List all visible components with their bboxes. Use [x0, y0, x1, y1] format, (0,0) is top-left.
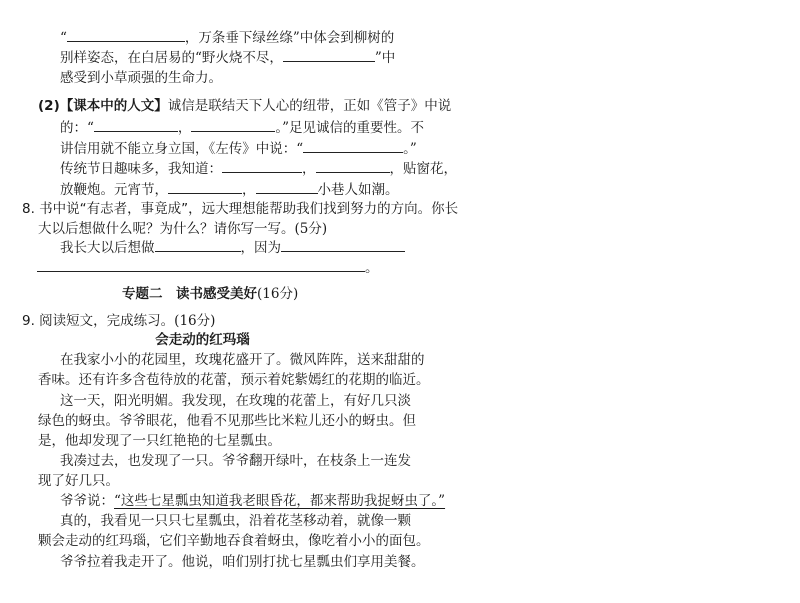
q7-line-1 [60, 28, 394, 47]
q7-line-2-text: 别样姿态，在白居易的“野火烧不尽， [60, 50, 283, 66]
blank-6[interactable] [222, 159, 302, 173]
blank-2[interactable] [283, 48, 375, 62]
answer-blank-job[interactable] [155, 238, 241, 252]
blank-8[interactable] [168, 180, 242, 194]
question-8-text: 8. 书中说“有志者，事竟成”，远大理想能帮助我们找到努力的方向。你长 [22, 201, 459, 217]
q9-score: (16分) [174, 313, 216, 329]
q8-answer-line-2: 。 [37, 258, 379, 277]
blank-3[interactable] [94, 118, 178, 132]
article-title: 会走动的红玛瑙 [155, 332, 250, 348]
q7-part-2-line-3: 讲信用就不能立身立国，《左传》中说：“ 。” [60, 141, 417, 157]
q9-heading [22, 312, 215, 330]
article-line-8: 爷爷说：“这些七星瓢虫知道我老眼昏花，都来帮助我捉蚜虫了。” [60, 493, 446, 509]
q7-part-2-line-5: 放鞭炮。元宵节， ， 小巷人如潮。 [60, 182, 399, 198]
q8-answer-line: 我长大以后想做 ，因为 [60, 238, 405, 257]
topic-2-header [122, 285, 298, 303]
q8-line-1 [22, 200, 458, 218]
article-line-6: 我凑过去，也发现了一只。爷爷翻开绿叶，在枝条上一连发 [60, 453, 411, 469]
q7-line-2 [60, 48, 395, 67]
q7-line-1-text: ，万条垂下绿丝绦”中体会到柳树的 [184, 30, 395, 46]
blank-1[interactable] [67, 28, 185, 42]
question-9-text: 9. 阅读短文，完成练习。 [22, 313, 175, 329]
underlined-quote: “这些七星瓢虫知道我老眼昏花，都来帮助我捉蚜虫了。” [114, 493, 446, 509]
article-line-11: 爷爷拉着我走开了。他说，咱们别打扰七星瓢虫们享用美餐。 [60, 554, 425, 570]
q7-line-2-tail: ”中 [374, 50, 396, 66]
q7-part-2-line-2: 的：“ ， 。”足见诚信的重要性。不 [60, 120, 425, 136]
topic-2-score: (16分) [257, 286, 299, 302]
article-line-7: 现了好几只。 [38, 473, 119, 489]
quote-open: “ [60, 30, 67, 46]
part-2-tag: (2)【课本中的人文】 [38, 98, 168, 114]
q7-part-2-line-1: (2)【课本中的人文】诚信是联结天下人心的纽带，正如《管子》中说 [38, 98, 452, 114]
article-line-9: 真的，我看见一只只七星瓢虫，沿着花茎移动着，就像一颗 [60, 513, 411, 529]
article-line-2: 香味。还有许多含苞待放的花蕾，预示着姹紫嫣红的花期的临近。 [38, 372, 430, 388]
article-line-1: 在我家小小的花园里，玫瑰花盛开了。微风阵阵，送来甜甜的 [60, 352, 425, 368]
blank-4[interactable] [191, 118, 275, 132]
blank-9[interactable] [256, 180, 318, 194]
q8-score: (5分) [294, 221, 328, 237]
blank-5[interactable] [303, 139, 403, 153]
article-line-10: 颗会走动的红玛瑙，它们辛勤地吞食着蚜虫，像吃着小小的面包。 [38, 533, 430, 549]
answer-blank-reason[interactable] [281, 238, 405, 252]
article-line-5: 是，他却发现了一只红艳艳的七星瓢虫。 [38, 433, 281, 449]
answer-blank-continued[interactable] [37, 258, 365, 272]
blank-7[interactable] [316, 159, 390, 173]
topic-2-title: 专题二 读书感受美好 [122, 286, 257, 302]
article-line-3: 这一天，阳光明媚。我发现，在玫瑰的花蕾上，有好几只淡 [60, 393, 411, 409]
q7-part-2-line-4: 传统节日趣味多，我知道： ， ，贴窗花， [60, 161, 457, 177]
q8-line-2: 大以后想做什么呢？为什么？请你写一写。(5分) [38, 221, 328, 237]
q7-line-3: 感受到小草顽强的生命力。 [60, 70, 222, 86]
article-line-4: 绿色的蚜虫。爷爷眼花，他看不见那些比米粒儿还小的蚜虫。但 [38, 413, 416, 429]
